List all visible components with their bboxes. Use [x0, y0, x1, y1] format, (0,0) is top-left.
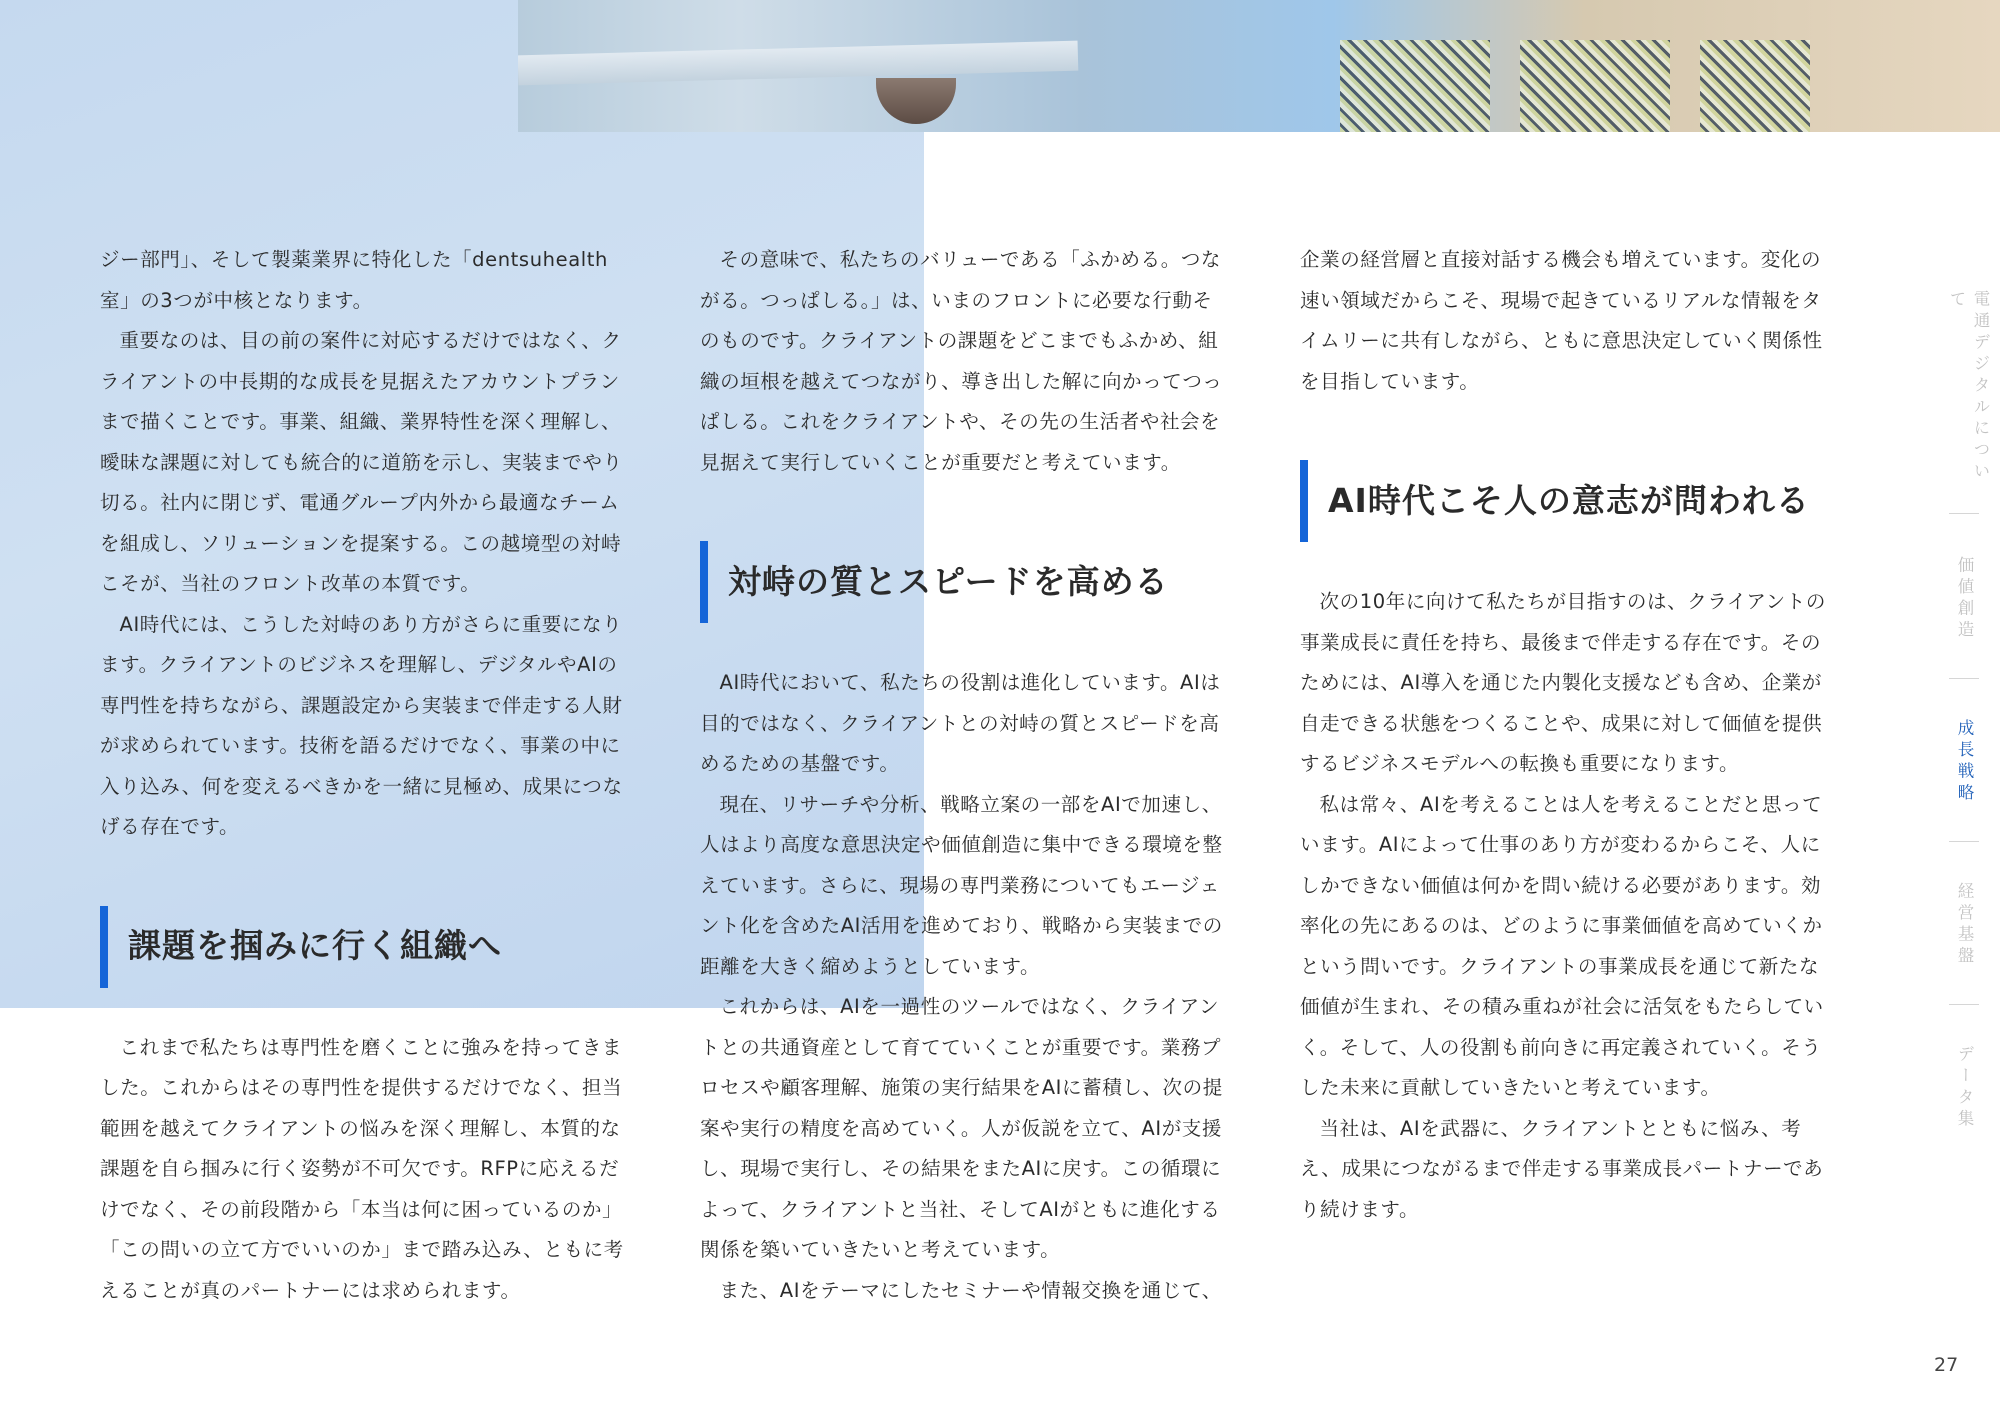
photo-fabric: [1520, 40, 1670, 132]
section-heading: [100, 906, 632, 988]
paragraph: 当社は、AIを武器に、クライアントとともに悩み、考え、成果につながるまで伴走する事業成長パートナーであり続けます。: [1300, 1116, 1824, 1221]
paragraph: 企業の経営層と直接対話する機会も増えています。変化の速い領域だからこそ、現場で起きているリアルな情報をタイムリーに共有しながら、ともに意思決定していく関係性を目指しています。: [1300, 248, 1823, 393]
nav-separator: [1949, 841, 1979, 842]
nav-item-value-creation[interactable]: 価値創造: [1955, 556, 1974, 642]
photo-fabric: [1700, 40, 1810, 132]
section-heading: [700, 541, 1232, 623]
section-heading: [1300, 460, 1832, 542]
nav-item-management-foundation[interactable]: 経営基盤: [1955, 882, 1974, 968]
nav-separator: [1949, 1004, 1979, 1005]
side-navigation: [1944, 290, 1990, 1145]
nav-item-about[interactable]: 電通デジタルについて: [1947, 290, 1990, 484]
paragraph: AI時代において、私たちの役割は進化しています。AIは目的ではなく、クライアントとの対峙の質とスピードを高めるための基盤です。: [700, 671, 1221, 775]
article-column-2: [700, 240, 1232, 1311]
nav-separator: [1949, 513, 1979, 514]
nav-separator: [1949, 678, 1979, 679]
page-number: 27: [1934, 1354, 1959, 1376]
paragraph: また、AIをテーマにしたセミナーや情報交換を通じて、: [719, 1278, 1222, 1302]
paragraph: ジー部門」、そして製薬業界に特化した「dentsuhealth室」の3つが中核となります。: [100, 248, 608, 312]
paragraph: 現在、リサーチや分析、戦略立案の一部をAIで加速し、人はより高度な意思決定や価値創造に集中できる環境を整えています。さらに、現場の専門業務についてもエージェント化を含めたAI活用を進めており、戦略から実装までの距離を大きく縮めようとしています。: [700, 792, 1223, 978]
heading-accent-bar: [700, 541, 708, 623]
heading-accent-bar: [1300, 460, 1308, 542]
nav-item-growth-strategy[interactable]: 成長戦略: [1955, 719, 1974, 805]
section-heading-text: 課題を掴みに行く組織へ: [128, 926, 502, 966]
photo-fabric: [1340, 40, 1490, 132]
photo-rail: [518, 41, 1078, 86]
paragraph: これからは、AIを一過性のツールではなく、クライアントとの共通資産として育てていくことが重要です。業務プロセスや顧客理解、施策の実行結果をAIに蓄積し、次の提案や実行の精度を高めていく。人が仮説を立て、AIが支援し、現場で実行し、その結果をまたAIに戻す。この循環によって、クライアントと当社、そしてAIがともに進化する関係を築いていきたいと考えています。: [700, 995, 1223, 1261]
nav-item-data[interactable]: データ集: [1955, 1045, 1974, 1131]
paragraph: 私は常々、AIを考えることは人を考えることだと思っています。AIによって仕事のあり方が変わるからこそ、人にしかできない価値は何かを問い続ける必要があります。効率化の先にあるのは、どのように事業価値を高めていくかという問いです。クライアントの事業成長を通じて新たな価値が生まれ、その積み重ねが社会に活気をもたらしていく。そして、人の役割も前向きに再定義されていく。そうした未来に貢献していきたいと考えています。: [1300, 792, 1824, 1099]
paragraph: これまで私たちは専門性を磨くことに強みを持ってきました。これからはその専門性を提供するだけでなく、担当範囲を越えてクライアントの悩みを深く理解し、本質的な課題を自ら掴みに行く姿勢が不可欠です。RFPに応えるだけでなく、その前段階から「本当は何に困っているのか」「この問いの立て方でいいのか」まで踏み込み、ともに考えることが真のパートナーには求められます。: [100, 1035, 624, 1302]
photo-knob: [876, 78, 956, 124]
paragraph: 次の10年に向けて私たちが目指すのは、クライアントの事業成長に責任を持ち、最後まで伴走する存在です。そのためには、AI導入を通じた内製化支援なども含め、企業が自走できる状態をつくることや、成果に対して価値を提供するビジネスモデルへの転換も重要になります。: [1300, 590, 1826, 775]
paragraph: 重要なのは、目の前の案件に対応するだけではなく、クライアントの中長期的な成長を見据えたアカウントプランまで描くことです。事業、組織、業界特性を深く理解し、曖昧な課題に対しても統合的に道筋を示し、実装までやり切る。社内に閉じず、電通グループ内外から最適なチームを組成し、ソリューションを提案する。この越境型の対峙こそが、当社のフロント改革の本質です。: [100, 329, 623, 595]
article-column-3: [1300, 240, 1832, 1230]
paragraph: その意味で、私たちのバリューである「ふかめる。つながる。つっぱしる。」は、いまのフロントに必要な行動そのものです。クライアントの課題をどこまでもふかめ、組織の垣根を越えてつながり、導き出した解に向かってつっぱしる。これをクライアントや、その先の生活者や社会を見据えて実行していくことが重要だと考えています。: [700, 248, 1223, 474]
section-heading-text: AI時代こそ人の意志が問われる: [1328, 480, 1810, 520]
paragraph: AI時代には、こうした対峙のあり方がさらに重要になります。クライアントのビジネスを理解し、デジタルやAIの専門性を持ちながら、課題設定から実装まで伴走する人財が求められています。技術を語るだけでなく、事業の中に入り込み、何を変えるべきかを一緒に見極め、成果につなげる存在です。: [100, 612, 623, 838]
header-photo: [518, 0, 2000, 132]
heading-accent-bar: [100, 906, 108, 988]
section-heading-text: 対峙の質とスピードを高める: [728, 561, 1169, 601]
article-column-1: [100, 240, 632, 1311]
